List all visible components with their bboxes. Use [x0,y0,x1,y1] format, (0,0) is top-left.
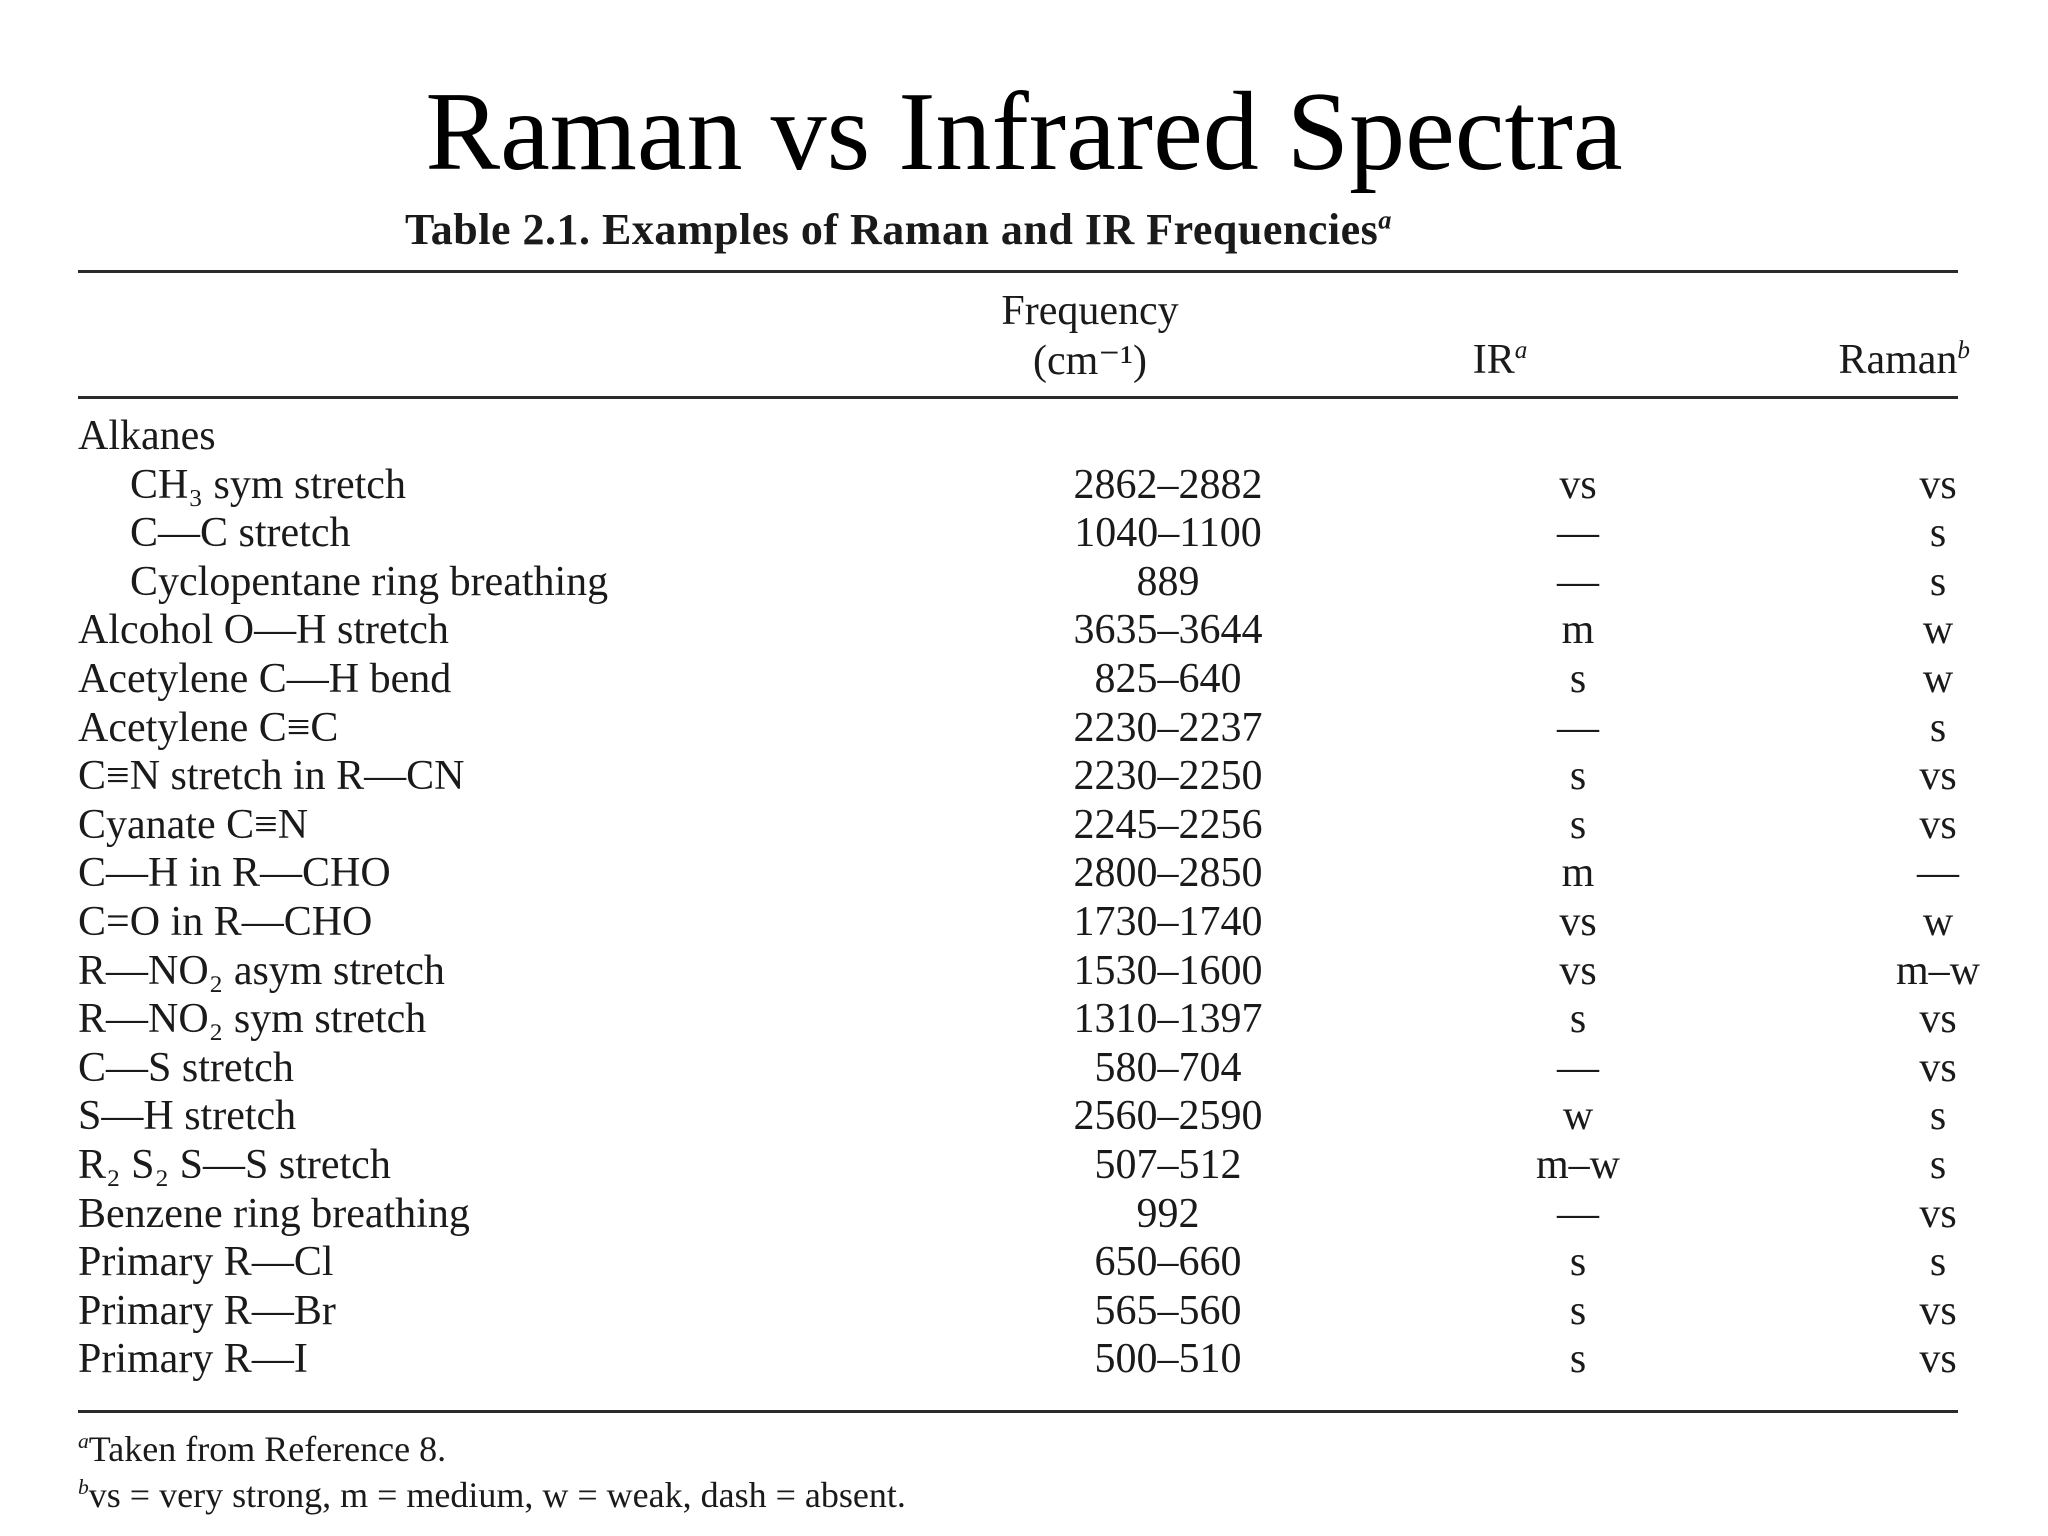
row-raman-intensity: s [1929,1141,1947,1188]
row-frequency: 2800–2850 [1073,850,1263,897]
row-raman-intensity: vs [1919,461,1957,508]
table-row [78,752,1958,801]
row-name: C—C stretch [130,510,351,557]
table-caption-footnote-mark: a [1378,204,1392,235]
row-frequency: 3635–3644 [1073,607,1263,654]
row-name: S—H stretch [78,1093,297,1140]
table-row [78,412,1958,461]
row-raman-intensity: s [1929,558,1947,605]
row-frequency: 2230–2237 [1073,704,1263,751]
row-frequency: 1530–1600 [1073,947,1263,994]
row-ir-intensity: s [1569,1287,1587,1334]
row-raman-intensity: s [1929,1239,1947,1286]
header-frequency [980,286,1200,386]
header-frequency-line2: (cm⁻¹) [1032,338,1148,384]
table-row [78,1287,1958,1336]
table-row [78,801,1958,850]
table-row [78,1141,1958,1190]
row-raman-intensity: — [1917,850,1959,897]
table-row [78,704,1958,753]
row-frequency: 500–510 [1094,1336,1242,1383]
row-raman-intensity: w [1922,655,1954,702]
row-name: Primary R—Cl [78,1239,334,1286]
row-ir-intensity: s [1569,1336,1587,1383]
row-frequency: 580–704 [1094,1044,1242,1091]
footnote-a [78,1428,446,1470]
row-name: Acetylene C≡C [78,704,339,751]
footnote-b-text: vs = very strong, m = medium, w = weak, dash = absent. [88,1475,906,1515]
row-frequency: 992 [1136,1190,1200,1237]
row-frequency: 1310–1397 [1073,996,1263,1043]
table-caption [405,204,1392,255]
row-raman-intensity: m–w [1896,947,1980,994]
row-ir-intensity: s [1569,801,1587,848]
row-ir-intensity: m [1561,850,1595,897]
row-name: CH₃ sym stretch [130,461,406,508]
header-raman-footnote-mark: b [1957,337,1970,364]
row-raman-intensity: vs [1919,1190,1957,1237]
row-frequency: 565–560 [1094,1287,1242,1334]
row-raman-intensity: vs [1919,1336,1957,1383]
row-name: Primary R—I [78,1336,308,1383]
row-ir-intensity: — [1557,558,1599,605]
row-name: Cyanate C≡N [78,801,309,848]
row-name: Alcohol O—H stretch [78,607,449,654]
row-ir-intensity: m [1561,607,1595,654]
row-ir-intensity: vs [1559,947,1597,994]
row-name: C—H in R—CHO [78,850,391,897]
row-name: C=O in R—CHO [78,898,373,945]
row-name: Acetylene C—H bend [78,655,452,702]
table-row [78,1092,1958,1141]
row-ir-intensity: — [1557,704,1599,751]
row-name: C—S stretch [78,1044,294,1091]
row-frequency: 2230–2250 [1073,753,1263,800]
row-ir-intensity: s [1569,1239,1587,1286]
slide-title: Raman vs Infrared Spectra [425,70,1623,194]
table-top-rule [78,270,1958,273]
table-row [78,558,1958,607]
table-row [78,849,1958,898]
row-raman-intensity: vs [1919,996,1957,1043]
table-bottom-rule [78,1410,1958,1413]
table-row [78,1044,1958,1093]
row-name: R—NO₂ asym stretch [78,947,445,994]
row-name: C≡N stretch in R—CN [78,753,465,800]
header-ir [1440,336,1560,384]
row-name: Alkanes [78,413,216,459]
table-row [78,1190,1958,1239]
row-ir-intensity: — [1557,1044,1599,1091]
table-row [78,655,1958,704]
row-frequency: 650–660 [1094,1239,1242,1286]
row-raman-intensity: vs [1919,1287,1957,1334]
header-frequency-line1: Frequency [1001,288,1179,334]
table-caption-text: Table 2.1. Examples of Raman and IR Frequencies [405,205,1379,254]
row-raman-intensity: vs [1919,801,1957,848]
row-raman-intensity: w [1922,607,1954,654]
table-header-rule [78,396,1958,399]
row-frequency: 1730–1740 [1073,898,1263,945]
row-name: Primary R—Br [78,1287,336,1334]
table-row [78,995,1958,1044]
row-name: R—NO₂ sym stretch [78,996,427,1043]
row-frequency: 507–512 [1094,1141,1242,1188]
row-ir-intensity: s [1569,996,1587,1043]
row-name: Benzene ring breathing [78,1190,470,1237]
header-raman [1760,336,1970,384]
row-ir-intensity: s [1569,655,1587,702]
row-frequency: 2560–2590 [1073,1093,1263,1140]
footnote-a-text: Taken from Reference 8. [88,1429,447,1469]
row-name: R₂ S₂ S—S stretch [78,1141,391,1188]
table-row [78,606,1958,655]
row-frequency: 2245–2256 [1073,801,1263,848]
row-raman-intensity: s [1929,704,1947,751]
row-ir-intensity: w [1562,1093,1594,1140]
header-ir-footnote-mark: a [1514,337,1528,364]
footnote-b-mark: b [78,1475,89,1499]
row-ir-intensity: vs [1559,461,1597,508]
row-raman-intensity: vs [1919,753,1957,800]
table-row [78,1238,1958,1287]
row-frequency: 1040–1100 [1074,510,1262,557]
table-body [78,412,1980,1384]
table-row [78,461,1958,510]
table-row [78,898,1958,947]
row-ir-intensity: — [1557,510,1599,557]
row-raman-intensity: vs [1919,1044,1957,1091]
footnote-a-mark: a [78,1429,89,1453]
row-ir-intensity: s [1569,753,1587,800]
row-name: Cyclopentane ring breathing [130,558,609,605]
header-ir-label: IR [1472,337,1515,383]
row-raman-intensity: s [1929,1093,1947,1140]
table-row [78,1335,1958,1384]
row-raman-intensity: s [1929,510,1947,557]
row-frequency: 825–640 [1094,655,1242,702]
table-row [78,947,1980,996]
row-raman-intensity: w [1922,898,1954,945]
row-ir-intensity: m–w [1536,1141,1620,1188]
footnote-b [78,1474,906,1516]
row-frequency: 889 [1136,558,1200,605]
header-raman-label: Raman [1838,337,1958,383]
row-ir-intensity: vs [1559,898,1597,945]
row-frequency: 2862–2882 [1073,461,1263,508]
row-ir-intensity: — [1557,1190,1599,1237]
table-row [78,509,1958,558]
